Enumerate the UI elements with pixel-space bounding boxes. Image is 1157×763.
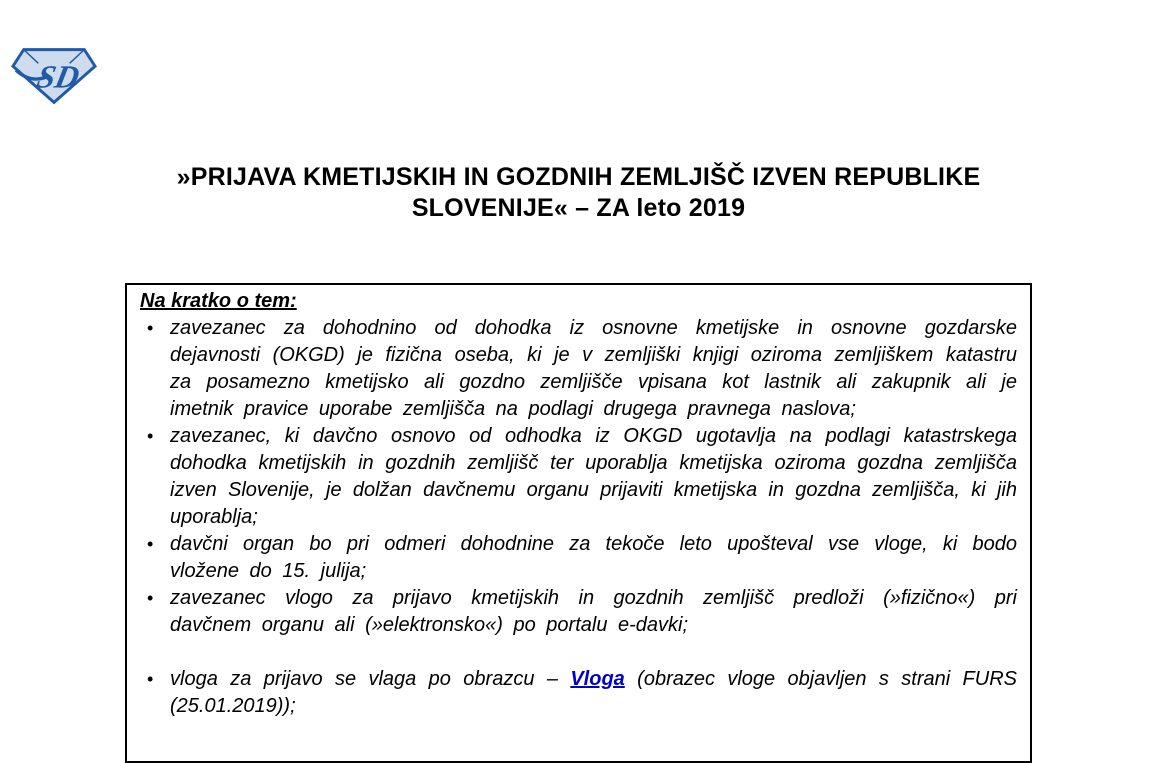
- document-title: [0, 162, 1157, 224]
- bullet-text: davčni organ bo pri odmeri dohodnine za tekoče leto upošteval vse vloge, ki bodo vložene do 15. julija;: [170, 533, 1017, 582]
- bullet-text: zavezanec vlogo za prijavo kmetijskih in gozdnih zemljišč predloži (»fizično«) pri davčnem organu ali (»elektronsko«) po portalu e-davki;: [170, 587, 1017, 636]
- bullet-text: [170, 666, 1017, 720]
- info-box-heading: Na kratko o tem:: [140, 290, 297, 312]
- bullet-text: zavezanec, ki davčno osnovo od odhodka iz OKGD ugotavlja na podlagi katastrskega dohodka kmetijskih in gozdnih zemljišč ter uporablja kmetijska oziroma gozdna zemljišča izven Slovenije, je dolžan davčnemu organu prijaviti kmetijska in gozdna zemljišča, ki jih uporablja;: [170, 425, 1017, 528]
- bullet-marker: •: [147, 588, 154, 608]
- bullet-text: zavezanec za dohodnino od dohodka iz osnovne kmetijske in osnovne gozdarske dejavnosti (OKGD) je fizična oseba, ki je v zemljiški knjigi oziroma zemljiškem katastru za posamezno kmetijsko ali gozdno zemljišče vpisana kot lastnik ali zakupnik ali je imetnik pravice uporabe zemljišča na podlagi drugega pravnega naslova;: [170, 317, 1017, 420]
- bullet-item: [140, 423, 1017, 531]
- bullet-item: [140, 315, 1017, 423]
- bullet-marker: •: [147, 669, 154, 689]
- title-line-1: »PRIJAVA KMETIJSKIH IN GOZDNIH ZEMLJIŠČ IZVEN REPUBLIKE: [176, 163, 981, 191]
- bullet-marker: •: [147, 318, 154, 338]
- info-box: [125, 283, 1032, 763]
- logo-letters: SD: [33, 60, 83, 96]
- bullet-item-form: [140, 666, 1017, 720]
- bullet-marker: •: [147, 426, 154, 446]
- vloga-link[interactable]: Vloga: [570, 668, 625, 690]
- title-line-2: SLOVENIJE« – ZA leto 2019: [411, 194, 746, 222]
- sd-logo: [11, 46, 97, 106]
- bullet-list: [140, 315, 1017, 720]
- form-bullet-post-text: (obrazec vloge objavljen s strani FURS (25.01.2019));: [170, 668, 1017, 717]
- form-bullet-pre-text: vloga za prijavo se vlaga po obrazcu –: [170, 668, 571, 690]
- bullet-item: [140, 585, 1017, 639]
- bullet-marker: •: [147, 534, 154, 554]
- bullet-item: [140, 531, 1017, 585]
